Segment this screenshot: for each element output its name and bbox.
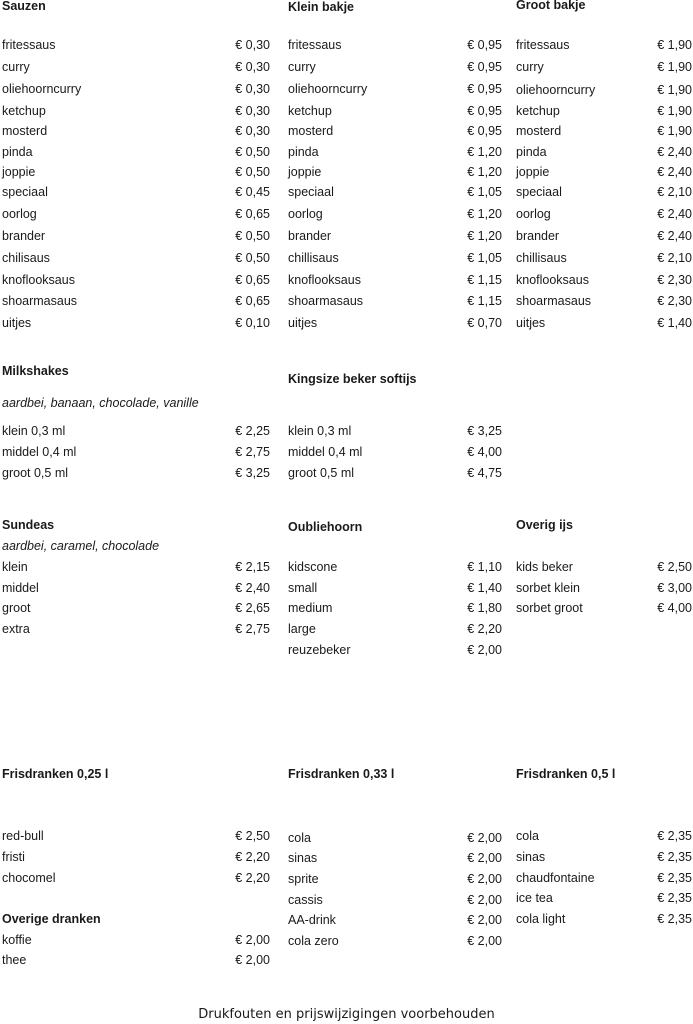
menu-item-name: knoflooksaus — [288, 273, 361, 287]
menu-item-price: € 2,00 — [467, 893, 502, 907]
menu-item-price: € 2,50 — [657, 560, 692, 574]
menu-item-name: joppie — [2, 165, 36, 179]
menu-item-name: shoarmasaus — [516, 294, 592, 308]
menu-item-price: € 1,20 — [467, 145, 502, 159]
menu-item-name: sprite — [288, 872, 319, 886]
menu-item-name: cassis — [288, 893, 323, 907]
menu-item-price: € 2,35 — [657, 850, 692, 864]
section-title-frisdranken-05: Frisdranken 0,5 l — [516, 767, 616, 781]
menu-item-name: kids beker — [516, 560, 573, 574]
menu-item-price: € 0,70 — [467, 316, 502, 330]
menu-item-name: small — [288, 581, 318, 595]
menu-item-price: € 2,20 — [235, 850, 270, 864]
menu-item-name: sinas — [288, 851, 318, 865]
menu-item-name: chillisaus — [288, 251, 339, 265]
section-title-overig-ijs: Overig ijs — [516, 518, 573, 532]
menu-item-price: € 2,30 — [657, 294, 692, 308]
menu-item-name: oorlog — [2, 207, 37, 221]
menu-item-price: € 2,65 — [235, 601, 270, 615]
menu-item-name: chillisaus — [516, 251, 567, 265]
menu-item-name: fritessaus — [2, 38, 56, 52]
menu-item-price: € 2,40 — [657, 145, 692, 159]
menu-item-price: € 1,15 — [467, 294, 502, 308]
menu-item-name: knoflooksaus — [516, 273, 589, 287]
menu-item-price: € 1,90 — [657, 60, 692, 74]
menu-item-name: knoflooksaus — [2, 273, 75, 287]
menu-item-name: reuzebeker — [288, 643, 351, 657]
section-title-klein-bakje: Klein bakje — [288, 0, 354, 14]
menu-item-name: cola — [288, 831, 311, 845]
section-title-milkshakes: Milkshakes — [2, 364, 69, 378]
menu-item-name: thee — [2, 953, 27, 967]
menu-item-name: cola zero — [288, 934, 339, 948]
menu-item-name: klein 0,3 ml — [288, 424, 352, 438]
menu-item-price: € 2,00 — [467, 934, 502, 948]
menu-item-price: € 0,30 — [235, 104, 270, 118]
menu-item-name: uitjes — [516, 316, 546, 330]
menu-item-price: € 2,20 — [467, 622, 502, 636]
menu-item-name: middel 0,4 ml — [2, 445, 77, 459]
menu-item-price: € 2,00 — [235, 953, 270, 967]
menu-item-price: € 2,10 — [657, 251, 692, 265]
menu-item-price: € 1,90 — [657, 124, 692, 138]
menu-item-name: oliehoorncurry — [288, 82, 368, 96]
menu-item-price: € 2,00 — [467, 643, 502, 657]
menu-item-name: mosterd — [516, 124, 562, 138]
menu-item-name: oorlog — [516, 207, 551, 221]
menu-item-name: oliehoorncurry — [2, 82, 82, 96]
menu-item-price: € 1,20 — [467, 207, 502, 221]
menu-item-name: oliehoorncurry — [516, 83, 596, 97]
menu-item-price: € 0,30 — [235, 60, 270, 74]
menu-item-name: chaudfontaine — [516, 871, 595, 885]
menu-item-price: € 1,90 — [657, 38, 692, 52]
menu-item-name: brander — [2, 229, 46, 243]
menu-item-name: extra — [2, 622, 30, 636]
menu-item-name: curry — [2, 60, 30, 74]
section-subtitle-sundeas: aardbei, caramel, chocolade — [2, 539, 160, 553]
menu-item-price: € 1,20 — [467, 229, 502, 243]
menu-item-price: € 2,40 — [657, 229, 692, 243]
menu-item-price: € 2,40 — [657, 207, 692, 221]
section-subtitle-milkshakes: aardbei, banaan, chocolade, vanille — [2, 396, 199, 410]
menu-item-price: € 2,40 — [657, 165, 692, 179]
menu-item-name: brander — [288, 229, 332, 243]
menu-item-price: € 0,65 — [235, 294, 270, 308]
menu-item-price: € 2,15 — [235, 560, 270, 574]
section-title-sundeas: Sundeas — [2, 518, 55, 532]
menu-item-price: € 1,90 — [657, 83, 692, 97]
menu-item-price: € 0,45 — [235, 185, 270, 199]
menu-item-price: € 2,00 — [467, 831, 502, 845]
menu-item-price: € 2,75 — [235, 445, 270, 459]
menu-item-name: curry — [288, 60, 316, 74]
menu-item-name: kidscone — [288, 560, 338, 574]
menu-item-price: € 0,50 — [235, 251, 270, 265]
menu-item-price: € 2,50 — [235, 829, 270, 843]
menu-item-name: middel — [2, 581, 39, 595]
menu-item-price: € 2,00 — [467, 872, 502, 886]
menu-item-name: large — [288, 622, 316, 636]
menu-item-price: € 2,35 — [657, 912, 692, 926]
menu-item-price: € 2,35 — [657, 871, 692, 885]
menu-item-name: sinas — [516, 850, 546, 864]
menu-item-price: € 2,35 — [657, 891, 692, 905]
menu-item-price: € 1,20 — [467, 165, 502, 179]
menu-item-price: € 0,95 — [467, 38, 502, 52]
menu-item-price: € 0,95 — [467, 82, 502, 96]
menu-item-name: fristi — [2, 850, 25, 864]
menu-item-price: € 0,65 — [235, 273, 270, 287]
menu-item-name: klein — [2, 560, 28, 574]
menu-item-name: mosterd — [2, 124, 48, 138]
menu-item-name: groot — [2, 601, 31, 615]
menu-item-price: € 3,00 — [657, 581, 692, 595]
menu-item-price: € 0,30 — [235, 124, 270, 138]
menu-item-name: speciaal — [288, 185, 334, 199]
menu-item-name: groot 0,5 ml — [2, 466, 69, 480]
menu-item-price: € 0,95 — [467, 124, 502, 138]
menu-item-name: pinda — [516, 145, 547, 159]
menu-item-price: € 0,50 — [235, 165, 270, 179]
menu-item-name: ice tea — [516, 891, 553, 905]
menu-item-name: cola — [516, 829, 539, 843]
menu-item-price: € 1,15 — [467, 273, 502, 287]
menu-item-price: € 0,10 — [235, 316, 270, 330]
menu-item-name: ketchup — [516, 104, 560, 118]
menu-item-price: € 2,20 — [235, 871, 270, 885]
menu-item-price: € 2,30 — [657, 273, 692, 287]
menu-item-name: chocomel — [2, 871, 56, 885]
menu-item-name: uitjes — [288, 316, 318, 330]
menu-item-name: klein 0,3 ml — [2, 424, 66, 438]
menu-item-price: € 2,10 — [657, 185, 692, 199]
section-title-groot-bakje: Groot bakje — [516, 0, 586, 12]
menu-item-price: € 0,30 — [235, 82, 270, 96]
footer-disclaimer: Drukfouten en prijswijzigingen voorbehouden — [198, 1007, 495, 1022]
menu-item-price: € 1,10 — [467, 560, 502, 574]
menu-item-price: € 1,05 — [467, 251, 502, 265]
menu-item-price: € 4,00 — [657, 601, 692, 615]
menu-item-name: joppie — [516, 165, 550, 179]
menu-item-name: cola light — [516, 912, 566, 926]
menu-item-price: € 2,35 — [657, 829, 692, 843]
menu-item-price: € 2,40 — [235, 581, 270, 595]
menu-item-name: ketchup — [288, 104, 332, 118]
menu-item-name: pinda — [288, 145, 319, 159]
menu-item-name: AA-drink — [288, 913, 336, 927]
menu-item-price: € 2,00 — [467, 851, 502, 865]
section-title-sauzen: Sauzen — [2, 0, 46, 13]
menu-item-price: € 0,30 — [235, 38, 270, 52]
menu-item-price: € 2,00 — [467, 913, 502, 927]
menu-item-name: speciaal — [2, 185, 48, 199]
menu-item-price: € 2,00 — [235, 933, 270, 947]
menu-item-name: joppie — [288, 165, 322, 179]
menu-item-name: chilisaus — [2, 251, 50, 265]
menu-item-name: brander — [516, 229, 560, 243]
menu-item-name: ketchup — [2, 104, 46, 118]
section-title-overige-dranken: Overige dranken — [2, 912, 101, 926]
menu-item-name: curry — [516, 60, 544, 74]
menu-item-price: € 4,75 — [467, 466, 502, 480]
menu-item-name: groot 0,5 ml — [288, 466, 355, 480]
menu-item-name: oorlog — [288, 207, 323, 221]
menu-item-price: € 0,95 — [467, 104, 502, 118]
menu-item-name: shoarmasaus — [288, 294, 364, 308]
menu-item-price: € 2,75 — [235, 622, 270, 636]
menu-item-name: speciaal — [516, 185, 562, 199]
menu-item-price: € 3,25 — [467, 424, 502, 438]
menu-item-name: fritessaus — [516, 38, 570, 52]
menu-item-price: € 4,00 — [467, 445, 502, 459]
menu-item-name: koffie — [2, 933, 32, 947]
menu-item-name: sorbet groot — [516, 601, 583, 615]
menu-item-price: € 1,40 — [467, 581, 502, 595]
menu-item-price: € 1,40 — [657, 316, 692, 330]
section-title-frisdranken-025: Frisdranken 0,25 l — [2, 767, 109, 781]
section-title-oubliehoorn: Oubliehoorn — [288, 520, 363, 534]
menu-item-name: middel 0,4 ml — [288, 445, 363, 459]
menu-item-price: € 1,90 — [657, 104, 692, 118]
menu-item-price: € 1,05 — [467, 185, 502, 199]
menu-item-name: uitjes — [2, 316, 32, 330]
section-title-frisdranken-033: Frisdranken 0,33 l — [288, 767, 395, 781]
menu-item-price: € 2,25 — [235, 424, 270, 438]
menu-item-name: sorbet klein — [516, 581, 580, 595]
menu-item-price: € 1,80 — [467, 601, 502, 615]
menu-item-name: shoarmasaus — [2, 294, 78, 308]
section-title-kingsize: Kingsize beker softijs — [288, 372, 417, 386]
menu-item-name: medium — [288, 601, 333, 615]
menu-item-price: € 3,25 — [235, 466, 270, 480]
menu-item-name: fritessaus — [288, 38, 342, 52]
menu-item-price: € 0,95 — [467, 60, 502, 74]
menu-item-name: red-bull — [2, 829, 44, 843]
menu-item-price: € 0,65 — [235, 207, 270, 221]
menu-item-name: mosterd — [288, 124, 334, 138]
menu-item-price: € 0,50 — [235, 229, 270, 243]
menu-item-price: € 0,50 — [235, 145, 270, 159]
menu-item-name: pinda — [2, 145, 33, 159]
